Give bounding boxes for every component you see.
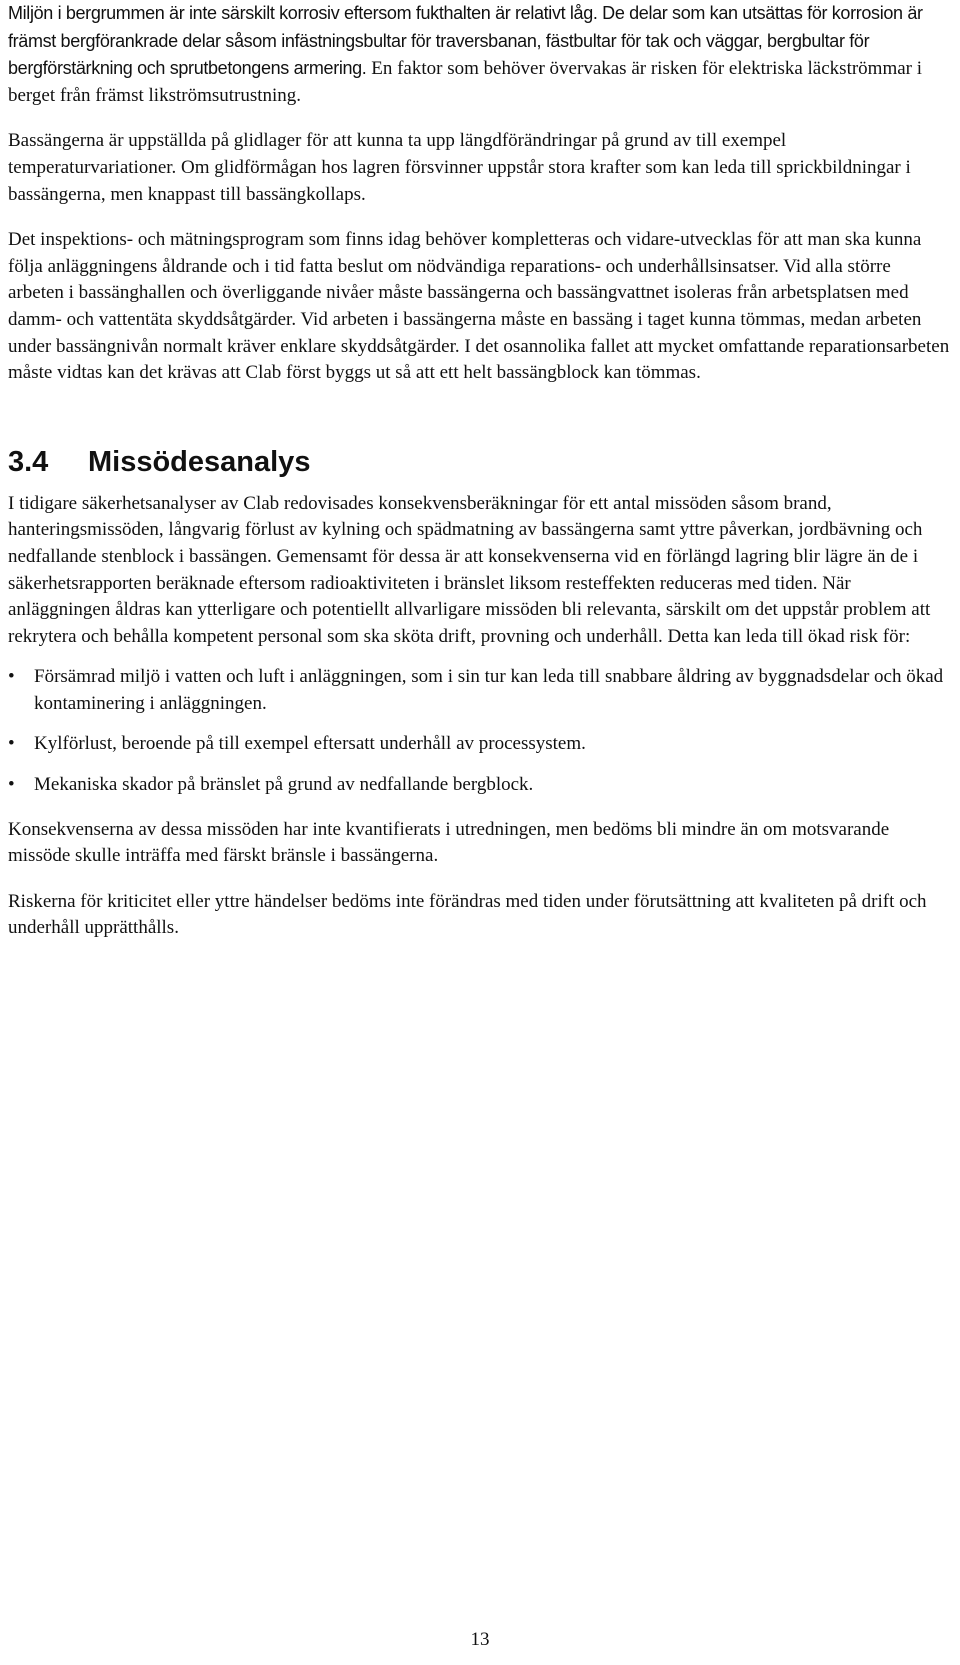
- list-item: [8, 731, 950, 758]
- page-number: 13: [470, 1629, 490, 1650]
- paragraph-earlier-analyses: I tidigare säkerhetsanalyser av Clab redovisades konsekvensberäkningar för ett antal missöden såsom brand, hanteringsmissöden, långvarig förlust av kylning och spädmatning av bassängerna samt yttre påverkan, jordbävning och nedfallande stenblock i bassängen. Gemensamt för dessa är att konsekvenserna vid en förlängd lagring blir lägre än de i säkerhetsrapporten beräknade eftersom radioaktiviteten i bränslet liksom resteffekten reduceras med tiden. När anläggningen åldras kan ytterligare och potentiellt allvarligare missöden bli relevanta, särskilt om det uppstår problem att rekrytera och behålla kompetent personal som ska sköta drift, provning och underhåll. Detta kan leda till ökad risk för:: [8, 492, 931, 647]
- bullet-icon: •: [8, 733, 15, 755]
- section-heading: [8, 445, 950, 479]
- paragraph-criticality: Riskerna för kriticitet eller yttre händelser bedöms inte förändras med tiden under förutsättning att kvaliteten på drift och underhåll upprätthålls.: [8, 890, 927, 939]
- paragraph-corrosion-leakage: En faktor som behöver övervakas är risken för elektriska läckströmmar i berget från främst likströmsutrustning.: [8, 58, 923, 106]
- paragraph-corrosion-text: Miljön i bergrummen är inte särskilt korrosiv eftersom fukthalten är relativt låg. De delar som kan utsättas för korrosion är främst bergförankrade delar såsom infästningsbultar för traversbanan, fästbultar för tak och väggar, bergbultar för bergförstärkning och sprutbetongens armering.: [8, 3, 923, 79]
- list-item-text: Mekaniska skador på bränslet på grund av nedfallande bergblock.: [34, 774, 534, 796]
- paragraph-corrosion: [8, 0, 950, 109]
- paragraph-sliding-bearings-b: Om glidförmågan hos lagren försvinner uppstår stora krafter som kan leda till sprickbildningar i bassängerna, men knappast till bassängkollaps.: [8, 156, 911, 205]
- bullet-icon: •: [8, 774, 15, 796]
- paragraph-inspection-program: Det inspektions- och mätningsprogram som finns idag behöver kompletteras och vidare-utvecklas för att man ska kunna följa anläggningens åldrande och i tid fatta beslut om nödvändiga reparations- och underhållsinsatser. Vid alla större arbeten i bassänghallen och överliggande nivåer måste bassängerna och bassängvattnet isoleras från arbetsplatsen med damm- och vattentäta skyddsåtgärder. Vid arbeten i bassängerna måste en bassäng i taget kunna tömmas, medan arbeten under bassängnivån normalt kräver enklare skyddsåtgärder. I det osannolika fallet att mycket omfattande reparationsarbeten måste vidtas kan det krävas att Clab först byggs ut så att ett helt bassängblock kan tömmas.: [8, 229, 950, 384]
- list-item: [8, 772, 950, 799]
- section-number: 3.4: [8, 445, 49, 478]
- paragraph-sliding-bearings-a: Bassängerna är uppställda på glidlager för att kunna ta upp längdförändringar på grund av till exempel temperaturvariationer.: [8, 130, 787, 178]
- list-item-text: Kylförlust, beroende på till exempel eftersatt underhåll av processystem.: [34, 733, 586, 755]
- paragraph-sliding-bearings: [8, 128, 950, 208]
- list-item: [8, 664, 950, 717]
- paragraph-consequences: Konsekvenserna av dessa missöden har inte kvantifierats i utredningen, men bedöms bli mindre än om motsvarande missöde skulle inträffa med färskt bränsle i bassängerna.: [8, 818, 890, 867]
- list-item-text: Försämrad miljö i vatten och luft i anläggningen, som i sin tur kan leda till snabbare åldring av byggnadsdelar och ökad kontaminering i anläggningen.: [34, 666, 944, 714]
- section-title: Missödesanalys: [88, 445, 311, 478]
- bullet-icon: •: [8, 666, 15, 688]
- document-page: [8, 0, 950, 942]
- risk-list: [8, 664, 950, 798]
